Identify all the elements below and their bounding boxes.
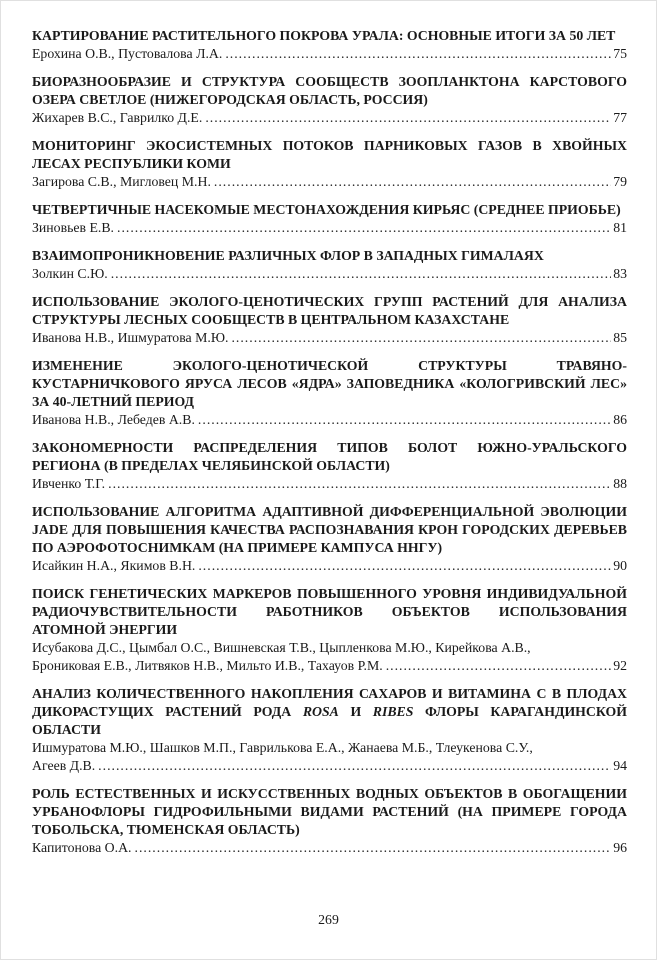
entry-title: ЧЕТВЕРТИЧНЫЕ НАСЕКОМЫЕ МЕСТОНАХОЖДЕНИЯ КИРЬЯС (СРЕДНЕЕ ПРИОБЬЕ) xyxy=(32,202,621,217)
entry-title: КАРТИРОВАНИЕ РАСТИТЕЛЬНОГО ПОКРОВА УРАЛА: ОСНОВНЫЕ ИТОГИ ЗА 50 ЛЕТ xyxy=(32,28,616,43)
entry-title: ЗАКОНОМЕРНОСТИ РАСПРЕДЕЛЕНИЯ ТИПОВ БОЛОТ ЮЖНО-УРАЛЬСКОГО РЕГИОНА (В ПРЕДЕЛАХ ЧЕЛЯБИНСКОЙ ОБЛАСТИ) xyxy=(32,440,627,473)
entry-authors-line-1: Исубакова Д.С., Цымбал О.С., Вишневская Т.В., Цыпленкова М.Ю., Кирейкова А.В., xyxy=(32,640,531,655)
entry-page-number: 77 xyxy=(613,110,627,125)
dot-leader xyxy=(98,757,611,775)
entry-authors-row xyxy=(32,839,627,857)
entry-page-number: 96 xyxy=(613,840,627,855)
dot-leader xyxy=(117,219,611,237)
entry-authors-row xyxy=(32,109,627,127)
toc-entry xyxy=(32,27,627,63)
toc-entry xyxy=(32,585,627,675)
entry-authors-row xyxy=(32,757,627,775)
entry-title: ПОИСК ГЕНЕТИЧЕСКИХ МАРКЕРОВ ПОВЫШЕННОГО УРОВНЯ ИНДИВИДУАЛЬНОЙ РАДИОЧУВСТВИТЕЛЬНОСТИ РАБОТНИКОВ ОБЪЕКТОВ ИСПОЛЬЗОВАНИЯ АТОМНОЙ ЭНЕРГИИ xyxy=(32,586,627,637)
entry-authors-row xyxy=(32,329,627,347)
entry-authors-line-2: Брониковая Е.В., Литвяков Н.В., Мильто И.В., Тахауов Р.М. xyxy=(32,658,383,673)
entry-title: ИСПОЛЬЗОВАНИЕ АЛГОРИТМА АДАПТИВНОЙ ДИФФЕРЕНЦИАЛЬНОЙ ЭВОЛЮЦИИ JADE ДЛЯ ПОВЫШЕНИЯ КАЧЕСТВА РАСПОЗНАВАНИЯ КРОН ГОРОДСКИХ ДЕРЕВЬЕВ ПО АЭРОФОТОСНИМКАМ (НА ПРИМЕРЕ КАМПУСА ННГУ) xyxy=(32,504,627,555)
entry-authors: Зиновьев Е.В. xyxy=(32,220,114,235)
entry-title: ИЗМЕНЕНИЕ ЭКОЛОГО-ЦЕНОТИЧЕСКОЙ СТРУКТУРЫ ТРАВЯНО-КУСТАРНИЧКОВОГО ЯРУСА ЛЕСОВ «ЯДРА» ЗАПОВЕДНИКА «КОЛОГРИВСКИЙ ЛЕС» ЗА 40-ЛЕТНИЙ ПЕРИОД xyxy=(32,358,627,409)
entry-title-segment: АНАЛИЗ КОЛИЧЕСТВЕННОГО НАКОПЛЕНИЯ САХАРОВ И ВИТАМИНА С В ПЛОДАХ ДИКОРАСТУЩИХ РАСТЕНИЙ РОДА xyxy=(32,686,627,719)
toc-entry xyxy=(32,137,627,191)
toc-entry xyxy=(32,685,627,775)
entry-page-number: 81 xyxy=(613,220,627,235)
entry-authors-line-1: Ишмуратова М.Ю., Шашков М.П., Гаврилькова Е.А., Жанаева М.Б., Тлеукенова С.У., xyxy=(32,740,533,755)
entry-authors-row xyxy=(32,265,627,283)
entry-title: РОЛЬ ЕСТЕСТВЕННЫХ И ИСКУССТВЕННЫХ ВОДНЫХ ОБЪЕКТОВ В ОБОГАЩЕНИИ УРБАНОФЛОРЫ ГИДРОФИЛЬНЫМИ ВИДАМИ РАСТЕНИЙ (НА ПРИМЕРЕ ГОРОДА ТОБОЛЬСКА, ТЮМЕНСКАЯ ОБЛАСТЬ) xyxy=(32,786,627,837)
entry-title: ВЗАИМОПРОНИКНОВЕНИЕ РАЗЛИЧНЫХ ФЛОР В ЗАПАДНЫХ ГИМАЛАЯХ xyxy=(32,248,544,263)
entry-authors-row xyxy=(32,657,627,675)
dot-leader xyxy=(225,45,611,63)
entry-page-number: 86 xyxy=(613,412,627,427)
entry-authors: Иванова Н.В., Лебедев А.В. xyxy=(32,412,195,427)
entry-authors: Золкин С.Ю. xyxy=(32,266,108,281)
entry-title-segment: И xyxy=(338,704,373,719)
dot-leader xyxy=(135,839,612,857)
dot-leader xyxy=(214,173,611,191)
entry-title xyxy=(32,685,627,739)
entry-title-genus-rosa: ROSA xyxy=(302,704,339,719)
table-of-contents xyxy=(32,27,627,857)
entry-title-segment: ФЛОРЫ КАРАГАНДИНСКОЙ ОБЛАСТИ xyxy=(32,704,627,737)
entry-page-number: 94 xyxy=(613,758,627,773)
entry-page-number: 88 xyxy=(613,476,627,491)
entry-authors-row xyxy=(32,219,627,237)
entry-page-number: 75 xyxy=(613,46,627,61)
entry-authors-row xyxy=(32,475,627,493)
dot-leader xyxy=(386,657,612,675)
toc-entry xyxy=(32,785,627,857)
entry-page-number: 85 xyxy=(613,330,627,345)
toc-entry xyxy=(32,293,627,347)
entry-authors: Иванова Н.В., Ишмуратова М.Ю. xyxy=(32,330,229,345)
dot-leader xyxy=(108,475,611,493)
dot-leader xyxy=(205,109,611,127)
entry-authors-row xyxy=(32,45,627,63)
toc-entry xyxy=(32,503,627,575)
entry-authors-row xyxy=(32,411,627,429)
entry-authors: Загирова С.В., Мигловец М.Н. xyxy=(32,174,211,189)
dot-leader xyxy=(231,329,611,347)
entry-page-number: 92 xyxy=(613,658,627,673)
entry-title-genus-ribes: RIBES xyxy=(372,704,414,719)
dot-leader xyxy=(198,557,611,575)
entry-authors: Ивченко Т.Г. xyxy=(32,476,106,491)
entry-title: БИОРАЗНООБРАЗИЕ И СТРУКТУРА СООБЩЕСТВ ЗООПЛАНКТОНА КАРСТОВОГО ОЗЕРА СВЕТЛОЕ (НИЖЕГОРОДСКАЯ ОБЛАСТЬ, РОССИЯ) xyxy=(32,74,627,107)
entry-authors-row xyxy=(32,173,627,191)
entry-page-number: 90 xyxy=(613,558,627,573)
page-number-footer: 269 xyxy=(318,912,339,927)
entry-authors-row xyxy=(32,557,627,575)
entry-authors: Исайкин Н.А., Якимов В.Н. xyxy=(32,558,196,573)
toc-entry xyxy=(32,73,627,127)
entry-authors: Ерохина О.В., Пустовалова Л.А. xyxy=(32,46,223,61)
entry-page-number: 83 xyxy=(613,266,627,281)
dot-leader xyxy=(111,265,611,283)
entry-page-number: 79 xyxy=(613,174,627,189)
dot-leader xyxy=(198,411,611,429)
toc-entry xyxy=(32,439,627,493)
entry-authors: Капитонова О.А. xyxy=(32,840,132,855)
toc-entry xyxy=(32,247,627,283)
entry-title: ИСПОЛЬЗОВАНИЕ ЭКОЛОГО-ЦЕНОТИЧЕСКИХ ГРУПП РАСТЕНИЙ ДЛЯ АНАЛИЗА СТРУКТУРЫ ЛЕСНЫХ СООБЩЕСТВ В ЦЕНТРАЛЬНОМ КАЗАХСТАНЕ xyxy=(32,294,627,327)
entry-title: МОНИТОРИНГ ЭКОСИСТЕМНЫХ ПОТОКОВ ПАРНИКОВЫХ ГАЗОВ В ХВОЙНЫХ ЛЕСАХ РЕСПУБЛИКИ КОМИ xyxy=(32,138,627,171)
toc-entry xyxy=(32,357,627,429)
toc-entry xyxy=(32,201,627,237)
entry-authors: Жихарев В.С., Гаврилко Д.Е. xyxy=(32,110,203,125)
entry-authors-line-2: Агеев Д.В. xyxy=(32,758,96,773)
